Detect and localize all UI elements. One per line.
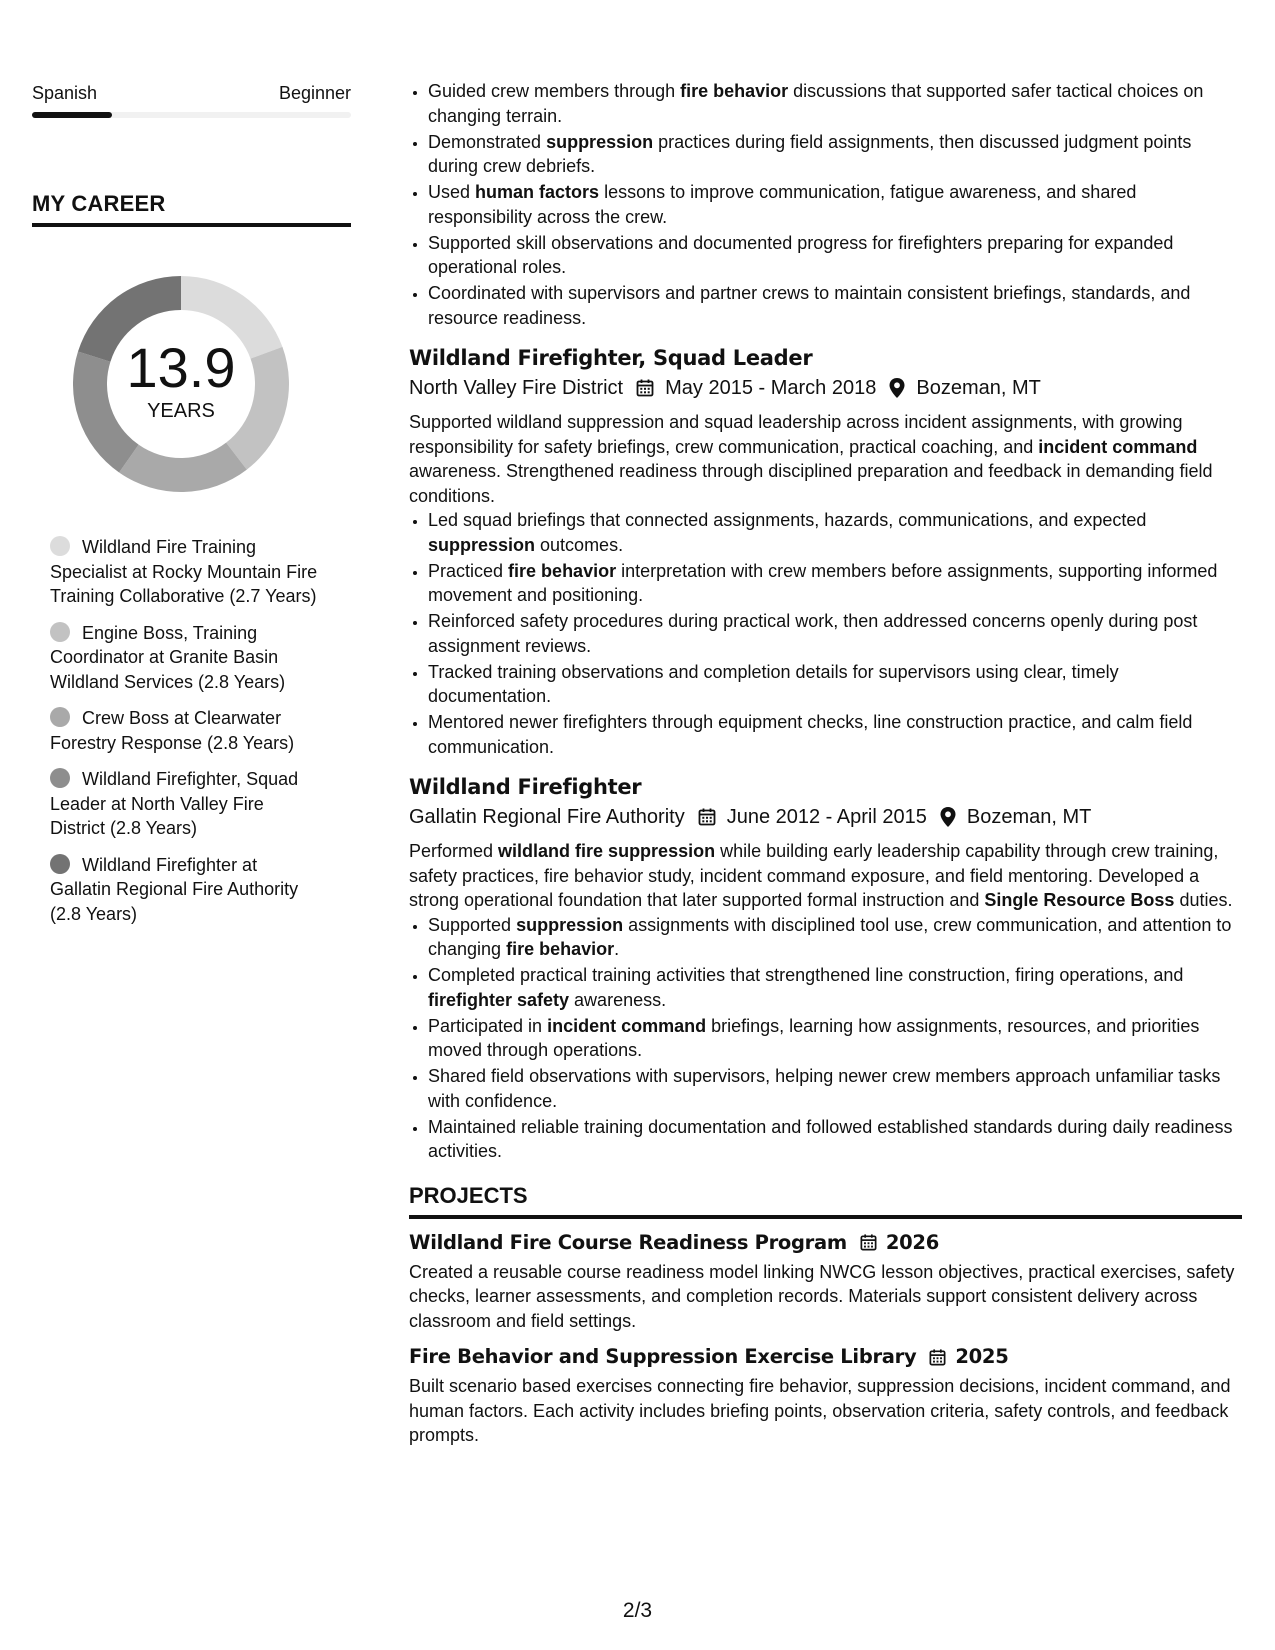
text-run: outcomes.: [535, 534, 624, 555]
bold-keyword: fire behavior: [508, 560, 617, 581]
text-run: practices during field assignments, then discussed judgment points during crew debriefs.: [428, 131, 1192, 176]
career-legend-label: Wildland Firefighter, Squad Leader at North Valley Fire District (2.8 Years): [50, 769, 299, 838]
text-run: discussions that supported safer tactical choices on changing terrain.: [428, 81, 1204, 126]
bold-keyword: suppression: [428, 534, 536, 555]
experience-list: [409, 344, 1242, 1164]
job-bullets: [409, 913, 1242, 1164]
career-legend-label: Wildland Fire Training Specialist at Rocky Mountain Fire Training Collaborative (2.7 Years): [50, 537, 318, 606]
bullet-item: [428, 963, 1242, 1012]
career-legend-label: Crew Boss at Clearwater Forestry Response (2.8 Years): [50, 708, 295, 753]
bold-keyword: suppression: [546, 131, 654, 152]
bold-keyword: firefighter safety: [428, 989, 570, 1010]
text-run: Supported wildland suppression and squad leadership across incident assignments, with growing responsibility for safety briefings, crew communication, practical coaching, and: [409, 412, 1183, 457]
text-run: Performed: [409, 841, 499, 861]
language-name: Spanish: [32, 83, 98, 103]
projects-list: [409, 1229, 1242, 1448]
bullet-item: [428, 180, 1242, 229]
text-run: Coordinated with supervisors and partner crews to maintain consistent briefings, standards, and resource readiness.: [428, 283, 1191, 328]
career-legend-item: [50, 621, 320, 695]
language-proficiency-fill: [32, 112, 112, 118]
career-legend-item: [50, 535, 320, 609]
career-donut-chart: [66, 269, 296, 499]
bullet-item: [428, 609, 1242, 658]
bullet-item: [428, 231, 1242, 280]
bold-keyword: fire behavior: [680, 81, 789, 101]
bold-keyword: incident command: [1038, 436, 1198, 457]
career-heading-rule: [32, 223, 351, 227]
career-legend-item: [50, 706, 320, 755]
text-run: Supported skill observations and documented progress for firefighters preparing for expanded operational roles.: [428, 232, 1174, 277]
career-years-unit: YEARS: [147, 400, 215, 422]
career-total-years: 13.9: [126, 336, 236, 399]
language-proficiency-bar: [32, 112, 351, 118]
job-title: Wildland Firefighter: [409, 775, 642, 799]
project-title-row: [409, 1343, 1242, 1371]
job-location: Bozeman, MT: [966, 806, 1092, 828]
calendar-icon: [928, 1348, 947, 1367]
bold-keyword: wildland fire suppression: [498, 841, 716, 861]
career-legend-label: Wildland Firefighter at Gallatin Regional Fire Authority (2.8 Years): [50, 854, 299, 924]
job-meta: [409, 803, 1242, 831]
text-run: Mentored newer firefighters through equipment checks, line construction practice, and calm field communication.: [428, 712, 1193, 757]
projects-heading-rule: [409, 1215, 1242, 1219]
job-dates: June 2012 - April 2015: [726, 806, 927, 828]
bullet-item: [428, 660, 1242, 709]
career-legend-item: [50, 767, 320, 841]
projects-heading: PROJECTS: [409, 1182, 528, 1208]
job-summary: [409, 839, 1242, 913]
job-employer: North Valley Fire District: [409, 377, 624, 399]
text-run: Tracked training observations and completion details for supervisors using clear, timely documentation.: [428, 661, 1119, 706]
text-run: Reinforced safety procedures during practical work, then addressed concerns openly during post assignment reviews.: [428, 611, 1198, 656]
text-run: awareness. Strengthened readiness through disciplined preparation and feedback in demanding field conditions.: [409, 461, 1213, 506]
text-run: awareness.: [569, 989, 667, 1010]
text-run: duties.: [1174, 890, 1233, 910]
bullet-item: [428, 508, 1242, 557]
text-run: Practiced: [428, 560, 509, 581]
career-legend-label: Engine Boss, Training Coordinator at Granite Basin Wildland Services (2.8 Years): [50, 622, 286, 692]
bold-keyword: suppression: [516, 914, 624, 935]
calendar-icon: [697, 807, 717, 827]
project-title: Wildland Fire Course Readiness Program: [409, 1230, 847, 1254]
bullet-item: [428, 1115, 1242, 1164]
legend-dot: [50, 768, 70, 788]
main-column: [409, 79, 1242, 1448]
sidebar: [32, 80, 351, 938]
job-dates: May 2015 - March 2018: [665, 377, 877, 399]
text-run: briefings, learning how assignments, resources, and priorities moved through operations.: [428, 1015, 1200, 1060]
text-run: Led squad briefings that connected assignments, hazards, communications, and expected: [428, 510, 1147, 530]
project-year: 2025: [955, 1345, 1009, 1368]
project-description: Built scenario based exercises connecting fire behavior, suppression decisions, incident command, and human factors. Each activity includes briefing points, observation criteria, safety controls, and feedback prompts.: [409, 1376, 1231, 1445]
bold-keyword: fire behavior: [506, 939, 615, 959]
job-entry: [409, 773, 1242, 1164]
job-meta: [409, 374, 1242, 402]
legend-dot: [50, 854, 70, 874]
career-legend: [50, 535, 320, 926]
text-run: Shared field observations with supervisors, helping newer crew members approach unfamiliar tasks with confidence.: [428, 1066, 1221, 1111]
project-title-row: [409, 1229, 1242, 1257]
text-run: interpretation with crew members before assignments, supporting informed movement and positioning.: [428, 560, 1218, 605]
bullet-item: [428, 130, 1242, 179]
text-run: Guided crew members through: [428, 81, 681, 101]
project-year: 2026: [885, 1230, 939, 1254]
text-run: Used: [428, 182, 476, 202]
calendar-icon: [859, 1233, 878, 1252]
text-run: Completed practical training activities that strengthened line construction, firing operations, and: [428, 965, 1184, 985]
job-bullets: [409, 508, 1242, 759]
bullet-item: [428, 79, 1242, 128]
text-run: Demonstrated: [428, 131, 547, 152]
job-entry: [409, 344, 1242, 759]
text-run: .: [614, 939, 620, 959]
text-run: Maintained reliable training documentation and followed established standards during daily readiness activities.: [428, 1116, 1233, 1161]
bullet-item: [428, 1064, 1242, 1113]
bullet-item: [428, 710, 1242, 759]
project-description: Created a reusable course readiness model linking NWCG lesson objectives, practical exercises, safety checks, learner assessments, and completion records. Materials support consistent delivery across classroom and field settings.: [409, 1261, 1235, 1331]
job-title: Wildland Firefighter, Squad Leader: [409, 346, 813, 370]
project-title: Fire Behavior and Suppression Exercise Library: [409, 1345, 917, 1368]
text-run: Participated in: [428, 1015, 548, 1036]
legend-dot: [50, 622, 70, 642]
bold-keyword: human factors: [475, 182, 600, 202]
bullet-item: [428, 913, 1242, 962]
career-heading: MY CAREER: [32, 191, 166, 216]
language-level: Beginner: [278, 83, 351, 103]
legend-dot: [50, 707, 70, 727]
career-legend-item: [50, 853, 320, 927]
text-run: lessons to improve communication, fatigue awareness, and shared responsibility across the crew.: [428, 182, 1137, 227]
project-entry: [409, 1229, 1242, 1334]
location-pin-icon: [939, 806, 957, 828]
page-number: 2/3: [622, 1599, 653, 1622]
job-summary: [409, 410, 1242, 508]
calendar-icon: [635, 378, 655, 398]
text-run: while building early leadership capability through crew training, safety practices, fire behavior study, incident command exposure, and field mentoring. Developed a strong operational foundation that later supported formal instruction and: [409, 841, 1219, 910]
legend-dot: [50, 536, 70, 556]
bullet-item: [428, 281, 1242, 330]
language-row: [32, 80, 351, 106]
job-location: Bozeman, MT: [916, 377, 1041, 399]
donut-center: [66, 269, 296, 499]
previous-job-bullets: [409, 79, 1242, 330]
location-pin-icon: [888, 377, 906, 399]
bold-keyword: incident command: [547, 1015, 707, 1036]
job-employer: Gallatin Regional Fire Authority: [409, 806, 685, 828]
bold-keyword: Single Resource Boss: [984, 890, 1175, 910]
bullet-item: [428, 1014, 1242, 1063]
bullet-item: [428, 559, 1242, 608]
text-run: assignments with disciplined tool use, crew communication, and attention to changing: [428, 914, 1232, 959]
text-run: Supported: [428, 914, 517, 935]
project-entry: [409, 1343, 1242, 1448]
